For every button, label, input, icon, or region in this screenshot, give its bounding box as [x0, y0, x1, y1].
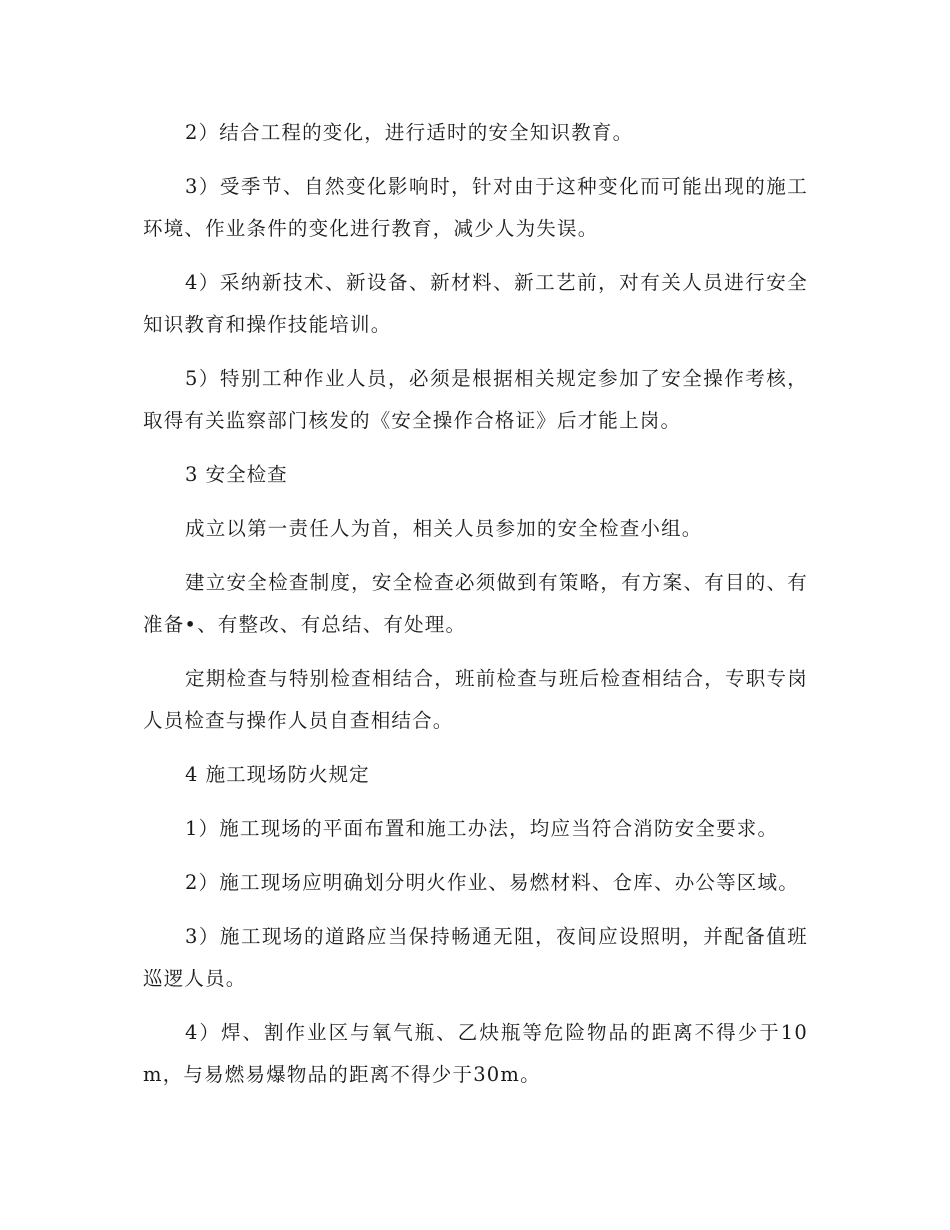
section-heading-fire-rules: 4 施工现场防火规定	[185, 763, 370, 786]
section-heading-safety-inspection: 3 安全检查	[185, 463, 288, 486]
paragraph-fire-2: 2）施工现场应明确划分明火作业、易燃材料、仓库、办公等区域。	[185, 871, 799, 894]
paragraph-fire-3: 3）施工现场的道路应当保持畅通无阻，夜间应设照明，并配备值班巡逻人员。	[143, 925, 808, 990]
paragraph-education-2: 2）结合工程的变化，进行适时的安全知识教育。	[185, 121, 634, 144]
paragraph-education-4: 4）采纳新技术、新设备、新材料、新工艺前，对有关人员进行安全知识教育和操作技能培训。	[143, 271, 808, 336]
paragraph-inspection-team: 成立以第一责任人为首，相关人员参加的安全检查小组。	[185, 517, 703, 540]
paragraph-fire-1: 1）施工现场的平面布置和施工办法，均应当符合消防安全要求。	[185, 817, 779, 840]
paragraph-fire-4: 4）焊、割作业区与氧气瓶、乙炔瓶等危险物品的距离不得少于10m，与易燃易爆物品的距离不得少于30m。	[143, 1021, 808, 1086]
document-body	[143, 112, 808, 1108]
paragraph-education-5: 5）特别工种作业人员，必须是根据相关规定参加了安全操作考核，取得有关监察部门核发的《安全操作合格证》后才能上岗。	[143, 367, 808, 432]
paragraph-inspection-combination: 定期检查与特别检查相结合，班前检查与班后检查相结合，专职专岗人员检查与操作人员自查相结合。	[143, 667, 808, 732]
paragraph-education-3: 3）受季节、自然变化影响时，针对由于这种变化而可能出现的施工环境、作业条件的变化进行教育，减少人为失误。	[143, 175, 808, 240]
paragraph-inspection-system: 建立安全检查制度，安全检查必须做到有策略，有方案、有目的、有准备•、有整改、有总结、有处理。	[143, 571, 808, 636]
